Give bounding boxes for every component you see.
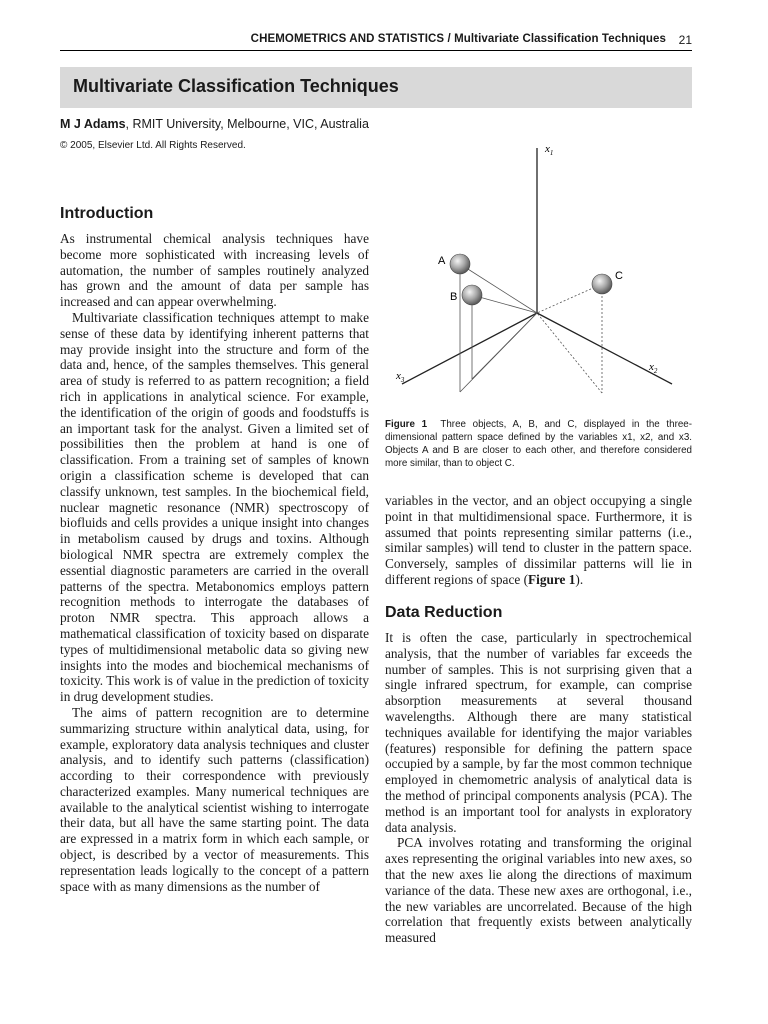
object-a-label: A bbox=[438, 255, 446, 267]
author-line bbox=[60, 117, 369, 131]
data-reduction-paragraph-2: PCA involves rotating and transforming the original axes representing the original variables into new axes, so that the new axes lie along the directions of maximum variance of the data. These new axes are orthogonal, i.e., the new variables are uncorrelated. Because of the high correlation that frequently exists between analytically measured bbox=[385, 835, 692, 946]
right-column-continuation bbox=[385, 493, 692, 588]
introduction-heading: Introduction bbox=[60, 205, 154, 222]
intro-continuation-paragraph bbox=[385, 493, 692, 588]
intro-paragraph-3: The aims of pattern recognition are to determine summarizing structure within analytical data, using, for example, exploratory data analysis techniques and cluster analysis, and to identify such patterns (classification) according to their correspondence with previously characterized examples. Many numerical techniques are available to the analytical scientist wishing to interrogate their data, but all have the same starting point. The data are expressed in a matrix form in which each sample, or object, is described by a vector of measurements. This representation leads logically to the concept of a pattern space with as many dimensions as the number of bbox=[60, 704, 369, 894]
object-a-sphere bbox=[450, 254, 470, 274]
copyright-notice: © 2005, Elsevier Ltd. All Rights Reserved. bbox=[60, 140, 246, 151]
figure-1-diagram bbox=[380, 138, 700, 413]
axis-x2-label: $x_2$ bbox=[649, 361, 658, 375]
figure-1-caption bbox=[385, 418, 692, 470]
axis-x1-label: $x_1$ bbox=[545, 143, 554, 157]
title-band bbox=[60, 67, 692, 108]
object-c-sphere bbox=[592, 274, 612, 294]
figure-label: Figure 1 bbox=[385, 419, 428, 430]
object-c-label: C bbox=[615, 270, 623, 282]
projection-line-b-base bbox=[472, 313, 537, 379]
running-head bbox=[60, 31, 692, 49]
left-column-text bbox=[60, 231, 369, 894]
data-reduction-heading: Data Reduction bbox=[385, 604, 503, 621]
running-head-title: CHEMOMETRICS AND STATISTICS / Multivariate Classification Techniques bbox=[250, 33, 666, 45]
continuation-tail: ). bbox=[575, 571, 584, 587]
axis-x3-line bbox=[402, 313, 537, 384]
article-title: Multivariate Classification Techniques bbox=[73, 76, 399, 96]
object-b-label: B bbox=[450, 291, 458, 303]
intro-paragraph-2: Multivariate classification techniques attempt to make sense of these data by identifying inherent patterns that may provide insight into the structure and form of the data and, hence, of the samples themselves. This general area of study is referred to as pattern recognition; a field rich in applications in analytical science. For example, the identification of the origin of goods and foodstuffs is an important task for the analyst. Given a limited set of possibilities then the problem at hand is one of classification. From a training set of samples of known origin a classification scheme is developed that can classify unknown, test samples. In the biochemical field, nuclear magnetic resonance (NMR) spectroscopy of biofluids and cells provides a unique insight into changes in metabolism caused by drugs and toxins. Although biological NMR spectra are extremely complex the essential diagnostic parameters are carried in the overall patterns of the spectra. Metabonomics employs pattern recognition methods to interrogate the databases of proton NMR spectra. This approach allows a mathematical classification of toxicity based on disparate types of multidimensional metabolic data so giving new insights into the modes and biochemical mechanisms of toxicity. This work is of value in the prediction of toxicity in drug development studies. bbox=[60, 309, 369, 705]
figure-reference: Figure 1 bbox=[528, 571, 576, 587]
object-b-sphere bbox=[462, 285, 482, 305]
header-rule bbox=[60, 50, 692, 51]
author-name: M J Adams bbox=[60, 117, 126, 131]
data-reduction-paragraph-1: It is often the case, particularly in spectrochemical analysis, that the number of variables far exceeds the number of samples. This is not surprising given that a single infrared spectrum, for example, can comprise absorption measurements at several thousand wavelengths. Although there are many statistical techniques available for identifying the major variables (features) responsible for defining the pattern space occupied by a sample, by far the most common technique employed in chemometric analysis of analytical data is the method of principal components analysis (PCA). The method is an important tool for analysts in exploratory data analysis. bbox=[385, 630, 692, 835]
continuation-text: variables in the vector, and an object occupying a single point in that multidimensional space. Furthermore, it is assumed that points representing similar patterns (i.e., similar samples) will tend to cluster in the pattern space. Conversely, samples of dissimilar patterns will lie in different regions of space ( bbox=[385, 493, 692, 587]
data-reduction-text bbox=[385, 630, 692, 946]
author-affiliation: , RMIT University, Melbourne, VIC, Australia bbox=[125, 117, 369, 131]
axis-x2-line bbox=[537, 313, 672, 384]
projection-line-c-base bbox=[537, 313, 602, 393]
projection-line-c-origin bbox=[537, 284, 602, 313]
intro-paragraph-1: As instrumental chemical analysis techniques have become more sophisticated with increasing levels of automation, the number of samples routinely analyzed has grown and the amount of data per sample has increased and can appear overwhelming. bbox=[60, 231, 369, 310]
axis-x3-label: $x_3$ bbox=[396, 370, 405, 384]
page-number: 21 bbox=[678, 33, 692, 47]
figure-caption-text: Three objects, A, B, and C, displayed in the three-dimensional pattern space defined by the variables x1, x2, and x3. Objects A and B are closer to each other, and therefore considered more similar, than to object C. bbox=[385, 419, 692, 469]
